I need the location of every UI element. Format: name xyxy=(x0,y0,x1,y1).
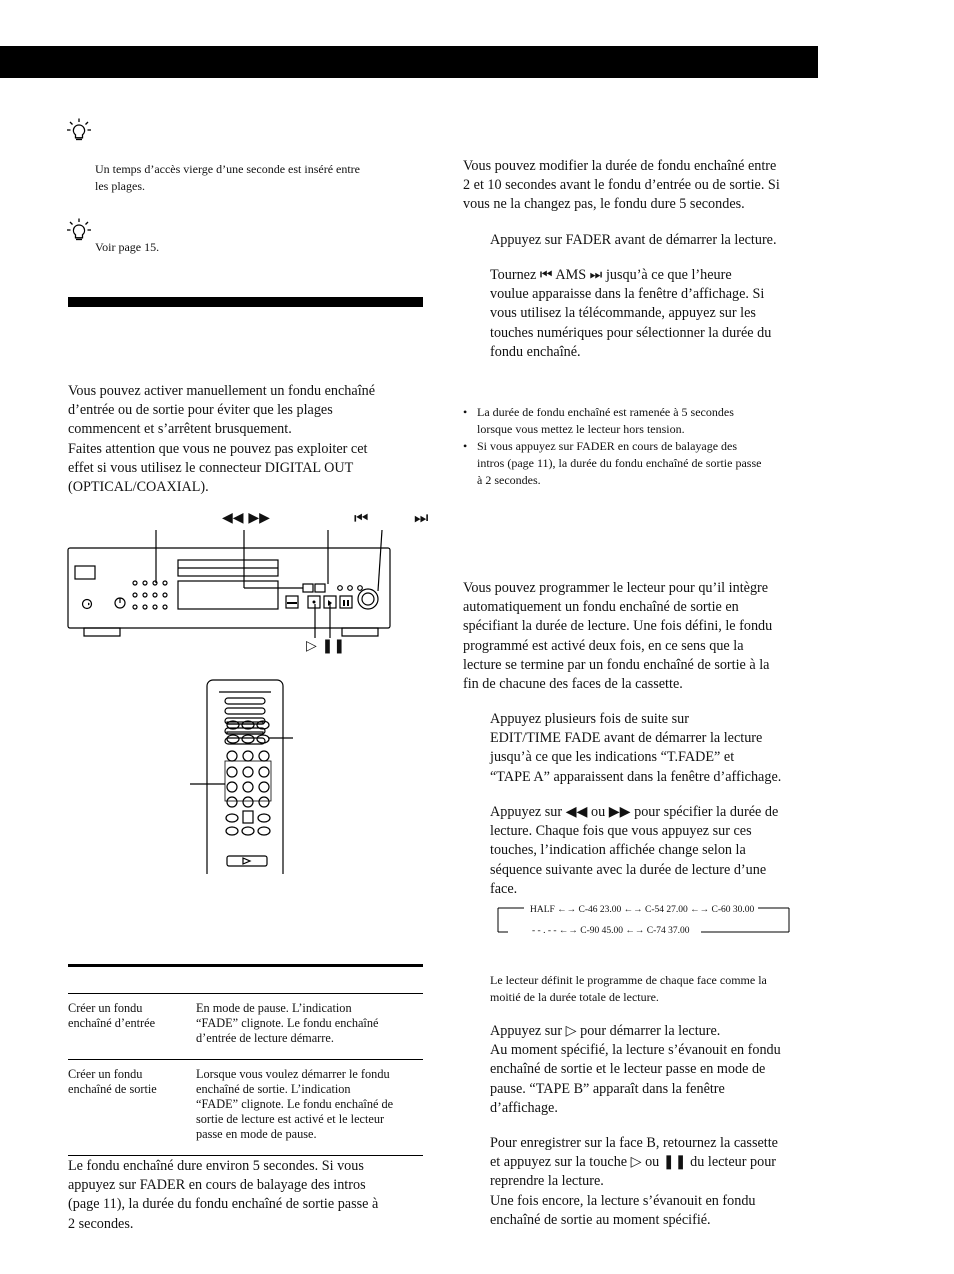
right-intro: Vous pouvez modifier la durée de fondu enchaîné entre 2 et 10 secondes avant le fondu d’entrée ou de sortie. Si vous ne la changez pas, le fondu dure 5 secondes. xyxy=(463,158,780,213)
sequence-bottom: - - . - - ←→ C-90 45.00 ←→ C-74 37.00 xyxy=(532,926,690,936)
left-outro: Le fondu enchaîné dure environ 5 secondes. Si vous appuyez sur FADER en cours de balayage des intros (page 11), la durée du fondu enchaîné de sortie passe à 2 secondes. xyxy=(68,1158,379,1232)
rew-ff-label: ◀◀ ▶▶ xyxy=(222,510,270,526)
header-bar xyxy=(0,46,818,78)
program-step-4: Pour enregistrer sur la face B, retournez la cassette et appuyez sur la touche ▷ ou ❚❚ du lecteur pour reprendre la lecture. Une fois encore, la lecture s’évanouit en fondu enchaîné de sortie au moment spécifié. xyxy=(490,1135,778,1228)
table-cell-desc: En mode de pause. L’indication “FADE” clignote. Le fondu enchaîné d’entrée de lecture démarre. xyxy=(196,1001,379,1046)
left-intro: Vous pouvez activer manuellement un fondu enchaîné d’entrée ou de sortie pour éviter que les plages commencent et s’arrêtent brusquement. Faites attention que vous ne pouvez pas exploiter cet effet si vous utilisez le connecteur DIGITAL OUT (OPTICAL/COAXIAL). xyxy=(68,383,376,496)
fade-table xyxy=(68,994,423,1156)
table-cell-action: Créer un fondu enchaîné d’entrée xyxy=(68,1001,156,1031)
tip1-text: Un temps d’accès vierge d’une seconde est inséré entre les plages. xyxy=(95,162,361,193)
table-cell-action: Créer un fondu enchaîné de sortie xyxy=(68,1066,157,1096)
note-item: • La durée de fondu enchaîné est ramenée à 5 secondes lorsque vous mettez le lecteur hors tension. xyxy=(463,405,734,436)
program-step-3: Appuyez sur ▷ pour démarrer la lecture. Au moment spécifié, la lecture s’évanouit en fondu enchaîné de sortie et le lecteur passe en mode de pause. “TAPE B” apparaît dans la fenêtre d’affichage. xyxy=(490,1023,781,1116)
tip-bulb-icon xyxy=(66,118,92,142)
step-2: Tournez ⏮ AMS ⏭ jusqu’à ce que l’heure voulue apparaisse dans la fenêtre d’affichage. Si vous utilisez la télécommande, appuyez sur les touches numériques pour sélectionner la durée du fondu enchaîné. xyxy=(490,267,772,360)
next-track-icon: ⏭ xyxy=(414,508,429,527)
tip2-text: Voir page 15. xyxy=(95,240,160,254)
remote-control-illustration xyxy=(185,676,315,874)
play-pause-label: ▷ ❚❚ xyxy=(306,638,346,654)
prev-track-icon: ⏮ xyxy=(354,508,369,527)
notes-list xyxy=(463,404,823,489)
sequence-note: Le lecteur définit le programme de chaque face comme la moitié de la durée totale de lecture. xyxy=(490,973,767,1004)
table-row xyxy=(68,994,423,1059)
step-1: Appuyez sur FADER avant de démarrer la lecture. xyxy=(490,232,777,248)
note-item: • Si vous appuyez sur FADER en cours de balayage des intros (page 11), la durée du fondu enchaîné de sortie passe à 2 secondes. xyxy=(463,439,762,487)
program-intro: Vous pouvez programmer le lecteur pour qu’il intègre automatiquement un fondu enchaîné de sortie en spécifiant la durée de lecture. Une fois défini, le fondu programmé est activé deux fois, en ce sens que la lecture se termine par un fondu enchaîné de sortie à la fin de chacune des faces de la cassette. xyxy=(463,580,773,693)
tip-bulb-icon xyxy=(66,218,92,242)
table-cell-desc: Lorsque vous voulez démarrer le fondu enchaîné de sortie. L’indication “FADE” clignote. Le fondu enchaîné de sortie de lecture est activé et le lecteur passe en mode de pause. xyxy=(196,1066,394,1142)
cd-player-illustration xyxy=(60,526,400,662)
section-rule xyxy=(68,297,423,307)
program-step-1: Appuyez plusieurs fois de suite sur EDIT/TIME FADE avant de démarrer la lecture jusqu’à ce que les indications “T.FADE” et “TAPE A” apparaissent dans la fenêtre d’affichage. xyxy=(490,711,782,785)
program-step-2: Appuyez sur ◀◀ ou ▶▶ pour spécifier la durée de lecture. Chaque fois que vous appuyez sur ces touches, l’indication affichée change selon la séquence suivante avec la durée de lecture d’une face. xyxy=(490,804,779,897)
table-row xyxy=(68,1059,423,1155)
table-top-rule xyxy=(68,964,423,967)
sequence-top: HALF ←→ C-46 23.00 ←→ C-54 27.00 ←→ C-60 30.00 xyxy=(530,905,755,915)
